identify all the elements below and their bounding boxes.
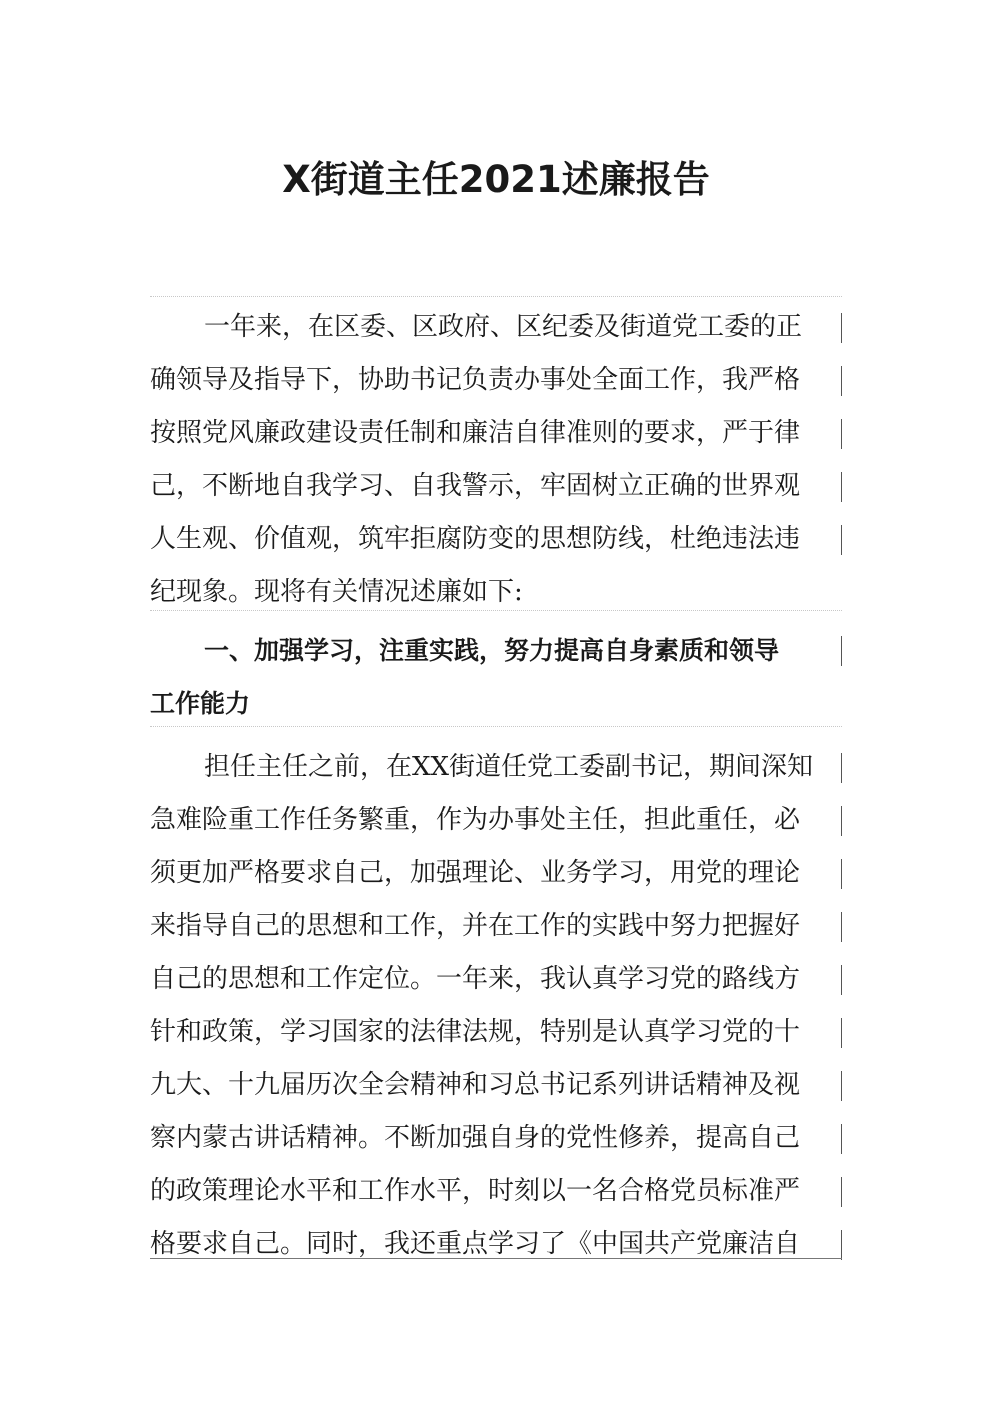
paragraph-line: 人生观、价值观，筑牢拒腐防变的思想防线，杜绝违法违 — [150, 513, 842, 566]
intro-paragraph — [150, 301, 842, 619]
heading-line: 一、加强学习，注重实践，努力提高自身素质和领导 — [150, 624, 842, 677]
paragraph-line: 一年来，在区委、区政府、区纪委及街道党工委的正 — [150, 301, 842, 354]
paragraph-line: 针和政策，学习国家的法律法规，特别是认真学习党的十 — [150, 1006, 842, 1059]
paragraph-line: 急难险重工作任务繁重，作为办事处主任，担此重任，必 — [150, 794, 842, 847]
paragraph-line: 须更加严格要求自己，加强理论、业务学习，用党的理论 — [150, 847, 842, 900]
paragraph-divider — [150, 610, 842, 611]
section-heading — [150, 624, 842, 730]
paragraph-line: 确领导及指导下，协助书记负责办事处全面工作，我严格 — [150, 354, 842, 407]
paragraph-line: 格要求自己。同时，我还重点学习了《中国共产党廉洁自 — [150, 1218, 842, 1271]
heading-line: 工作能力 — [150, 689, 251, 718]
paragraph-line: 担任主任之前，在XX街道任党工委副书记，期间深知 — [150, 741, 842, 794]
document-title: X街道主任2021述廉报告 — [282, 158, 710, 201]
page-bottom-rule — [150, 1258, 842, 1259]
paragraph-top-rule — [150, 296, 842, 297]
paragraph-line: 自己的思想和工作定位。一年来，我认真学习党的路线方 — [150, 953, 842, 1006]
paragraph-line: 九大、十九届历次全会精神和习总书记系列讲话精神及视 — [150, 1059, 842, 1112]
paragraph-line: 纪现象。现将有关情况述廉如下: — [150, 577, 523, 607]
section-paragraph — [150, 741, 842, 1271]
paragraph-line: 来指导自己的思想和工作，并在工作的实践中努力把握好 — [150, 900, 842, 953]
paragraph-line: 按照党风廉政建设责任制和廉洁自律准则的要求，严于律 — [150, 407, 842, 460]
paragraph-line: 己，不断地自我学习、自我警示，牢固树立正确的世界观 — [150, 460, 842, 513]
paragraph-divider — [150, 726, 842, 727]
paragraph-line: 察内蒙古讲话精神。不断加强自身的党性修养，提高自己 — [150, 1112, 842, 1165]
paragraph-line: 的政策理论水平和工作水平，时刻以一名合格党员标准严 — [150, 1165, 842, 1218]
